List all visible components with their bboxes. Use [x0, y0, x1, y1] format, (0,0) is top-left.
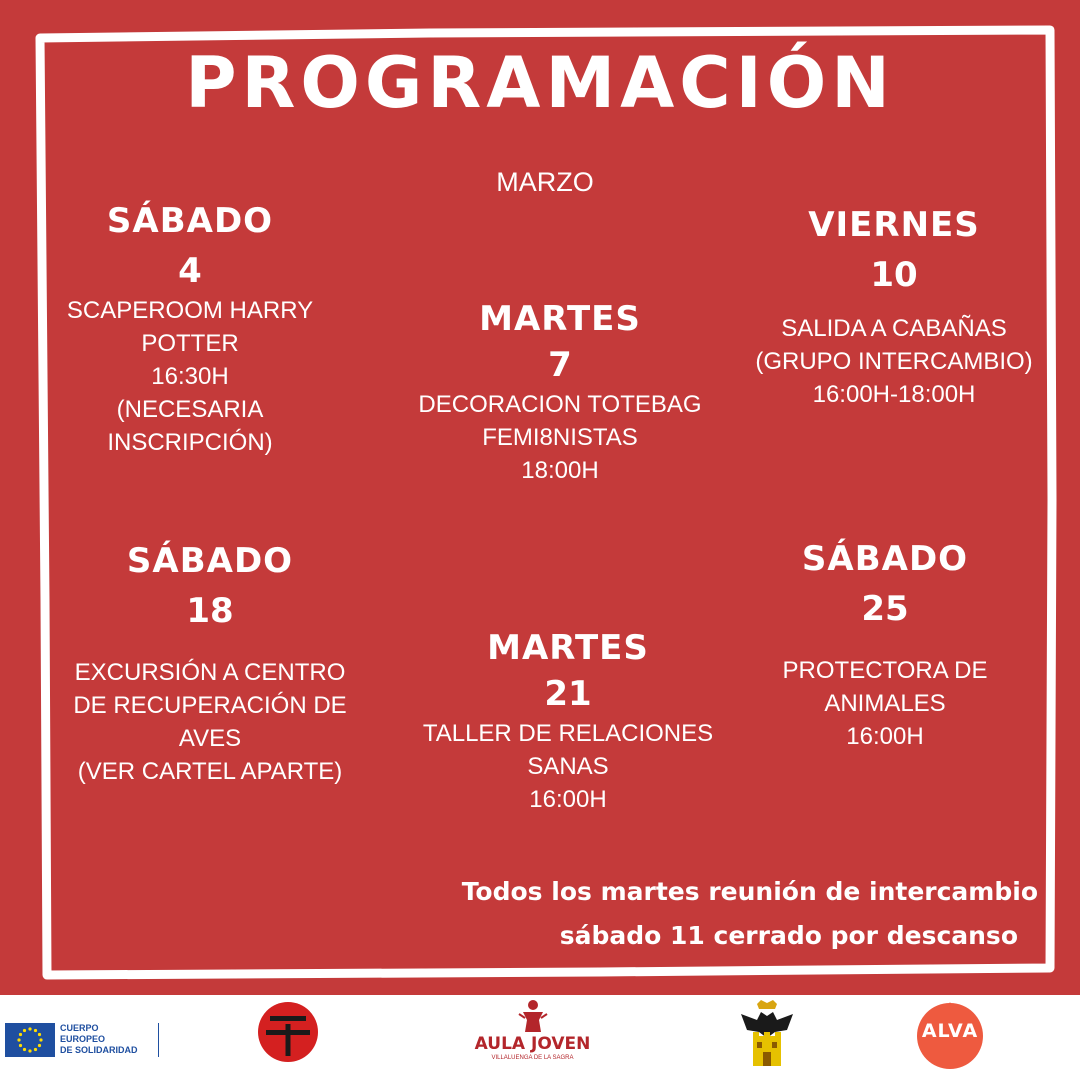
coat-of-arms-logo — [735, 1000, 799, 1072]
note-line-2: sábado 11 cerrado por descanso — [559, 921, 1018, 950]
event-card-martes-21 — [393, 625, 743, 816]
eu-solidarity-logo — [5, 1023, 160, 1057]
aula-joven-name: AULA JOVEN — [474, 1034, 591, 1054]
alva-logo — [915, 1000, 985, 1070]
eu-logo-line1: CUERPO — [60, 1023, 99, 1033]
event-day: SÁBADO — [126, 541, 294, 581]
event-date: 4 — [178, 251, 202, 291]
event-description: TALLER DE RELACIONES SANAS 16:00H — [422, 720, 714, 813]
eu-flag-icon — [5, 1023, 55, 1057]
event-description: PROTECTORA DE ANIMALES 16:00H — [782, 657, 988, 750]
month-label: MARZO — [496, 167, 594, 197]
event-card-sabado-18 — [45, 538, 375, 788]
event-day: MARTES — [487, 628, 649, 668]
event-date: 18 — [186, 591, 234, 631]
aula-joven-figure-icon — [515, 998, 551, 1034]
event-day: SÁBADO — [801, 539, 969, 579]
event-description: SCAPEROOM HARRY POTTER 16:30H (NECESARIA INSCRIPCIÓN) — [66, 297, 314, 456]
event-card-sabado-25 — [750, 536, 1020, 753]
event-description: SALIDA A CABAÑAS (GRUPO INTERCAMBIO) 16:00H-18:00H — [755, 315, 1033, 408]
aula-joven-place: VILLALUENGA DE LA SAGRA — [491, 1055, 574, 1061]
red-circle-symbol-logo — [256, 1000, 320, 1064]
event-date: 21 — [544, 674, 592, 714]
event-date: 7 — [548, 345, 572, 385]
event-date: 10 — [870, 255, 918, 295]
note-line-1: Todos los martes reunión de intercambio — [461, 877, 1038, 906]
eu-logo-line3: DE SOLIDARIDAD — [60, 1045, 138, 1055]
aula-joven-logo — [470, 998, 595, 1076]
event-day: VIERNES — [808, 205, 980, 245]
sponsor-footer — [0, 995, 1080, 1080]
alva-name: ALVA — [921, 1020, 979, 1042]
page-title: PROGRAMACIÓN — [185, 42, 895, 124]
divider — [158, 1023, 159, 1057]
event-card-viernes-10 — [734, 202, 1054, 411]
event-day: MARTES — [479, 299, 641, 339]
event-card-martes-7 — [385, 296, 735, 487]
eu-logo-line2: EUROPEO — [60, 1034, 106, 1044]
event-description: DECORACION TOTEBAG FEMI8NISTAS 18:00H — [418, 391, 702, 484]
event-day: SÁBADO — [106, 201, 274, 241]
event-card-sabado-4 — [40, 198, 340, 459]
event-description: EXCURSIÓN A CENTRO DE RECUPERACIÓN DE AVES (VER CARTEL APARTE) — [73, 659, 347, 785]
event-date: 25 — [861, 589, 909, 629]
